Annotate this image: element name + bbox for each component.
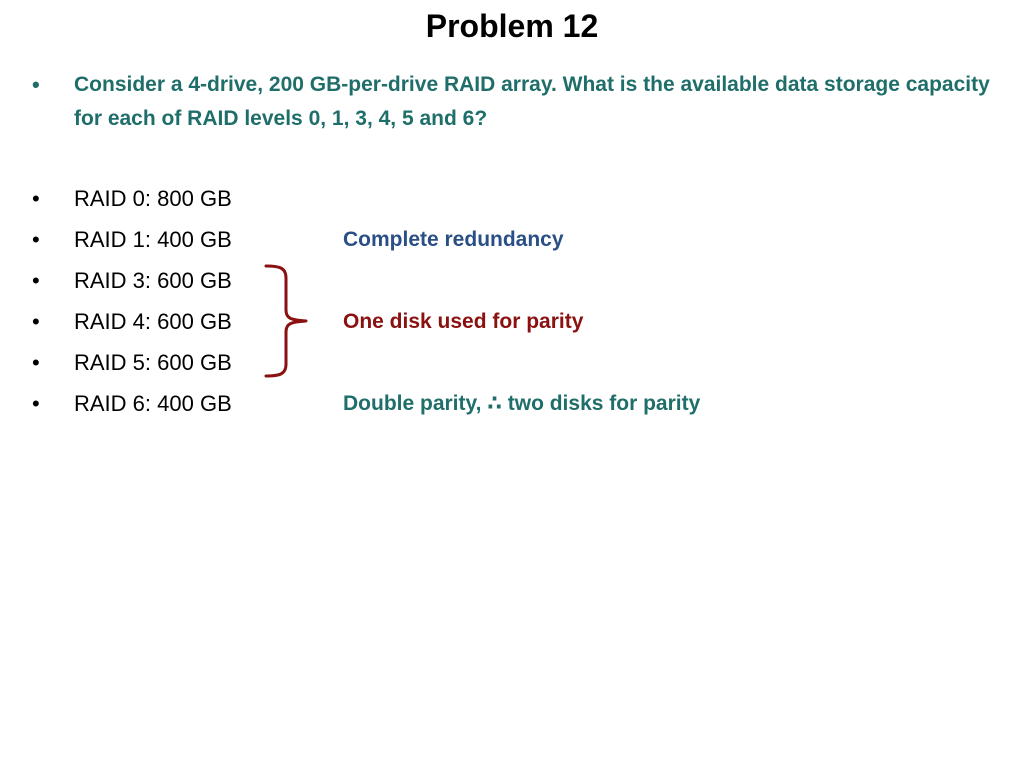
intro-question: Consider a 4-drive, 200 GB-per-drive RAID array. What is the available data storage capacity for each of RAID levels 0, 1, 3, 4, 5 and 6?: [74, 73, 990, 130]
raid-bullet: •: [32, 268, 40, 293]
intro-bullet: •: [32, 72, 40, 97]
raid-bullet: •: [32, 391, 40, 416]
double-parity-note: Double parity, ∴ two disks for parity: [343, 392, 701, 415]
raid-bullet: •: [32, 350, 40, 375]
raid-0-item: RAID 0: 800 GB: [74, 186, 232, 211]
raid-4-item: RAID 4: 600 GB: [74, 309, 232, 334]
raid-bullet: •: [32, 227, 40, 252]
one-disk-parity-note: One disk used for parity: [343, 310, 584, 333]
right-brace-icon: [258, 262, 314, 380]
raid-1-item: RAID 1: 400 GB: [74, 227, 232, 252]
raid-3-item: RAID 3: 600 GB: [74, 268, 232, 293]
raid-bullet: •: [32, 186, 40, 211]
raid-6-item: RAID 6: 400 GB: [74, 391, 232, 416]
slide-title: Problem 12: [425, 8, 599, 44]
raid-5-item: RAID 5: 600 GB: [74, 350, 232, 375]
raid-bullet: •: [32, 309, 40, 334]
complete-redundancy-note: Complete redundancy: [343, 228, 564, 251]
